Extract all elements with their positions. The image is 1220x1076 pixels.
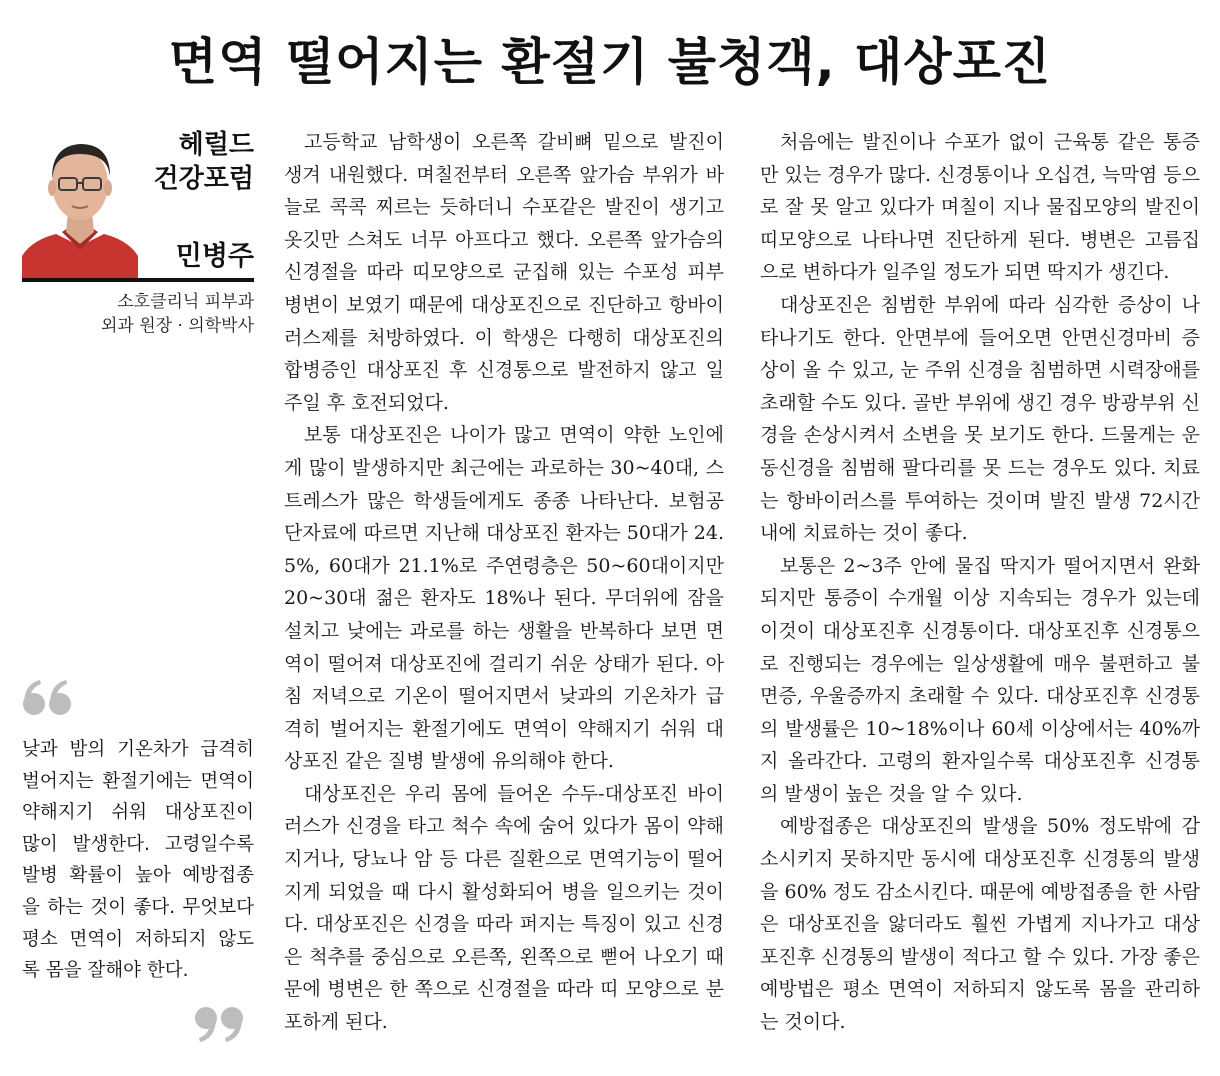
- headline: 면역 떨어지는 환절기 불청객, 대상포진: [168, 33, 1052, 91]
- author-affiliation: [22, 290, 254, 338]
- pullquote-text: 낮과 밤의 기온차가 급격히 벌어지는 환절기에는 면역이 약해지기 쉬워 대상포진이 많이 발생한다. 고령일수록 발병 확률이 높아 예방접종을 하는 것이 좋다. 무엇보다 평소 면역이 저하되지 않도록 몸을 잘해야 한다.: [22, 739, 254, 982]
- author-affiliation-line1: 소호클리닉 피부과: [117, 292, 254, 312]
- article-paragraph-5: 대상포진은 침범한 부위에 따라 심각한 증상이 나타나기도 한다. 안면부에 들어오면 안면신경마비 증상이 올 수 있고, 눈 주위 신경을 침범하면 시력장애를 초래할 수도 있다. 골반 부위에 생긴 경우 방광부위 신경을 손상시켜서 소변을 못 보기도 한다. 드물게는 운동신경을 침범해 팔다리를 못 드는 경우도 있다. 치료는 항바이러스를 투여하는 것이며 발진 발생 72시간 내에 치료하는 것이 좋다.: [760, 293, 1200, 545]
- article-paragraph-1: 고등학교 남학생이 오른쪽 갈비뼈 밑으로 발진이 생겨 내원했다. 며칠전부터 오른쪽 앞가슴 부위가 바늘로 콕콕 찌르는 듯하더니 수포같은 발진이 생기고 옷깃만 스쳐도 너무 아프다고 했다. 오른쪽 앞가슴의 신경절을 따라 띠모양으로 군집해 있는 수포성 피부병변이 보였기 때문에 대상포진으로 진단하고 항바이러스제를 처방하였다. 이 학생은 다행히 대상포진의 합병증인 대상포진 후 신경통으로 발전하지 않고 일주일 후 호전되었다.: [284, 131, 724, 414]
- author-name: 민병주: [175, 241, 254, 272]
- close-quote-icon: [192, 1004, 244, 1044]
- article-paragraph-6: 보통은 2~3주 안에 물집 딱지가 떨어지면서 완화되지만 통증이 수개월 이상 지속되는 경우가 있는데 이것이 대상포진후 신경통이다. 대상포진후 신경통으로 진행되는 경우에는 일상생활에 매우 불편하고 불면증, 우울증까지 초래할 수 있다. 대상포진후 신경통의 발생률은 10~18%이나 60세 이상에서는 40%까지 올라간다. 고령의 환자일수록 대상포진후 신경통의 발생이 높은 것을 알 수 있다.: [760, 554, 1200, 805]
- article-paragraph-2: 보통 대상포진은 나이가 많고 면역이 약한 노인에게 많이 발생하지만 최근에는 과로하는 30~40대, 스트레스가 많은 학생들에게도 종종 나타난다. 보험공단자료에 따르면 지난해 대상포진 환자는 50대가 24.5%, 60대가 21.1%로 주연령층은 50~60대이지만 20~30대 젊은 환자도 18%나 된다. 무더위에 잠을 설치고 낮에는 과로를 하는 생활을 반복하다 보면 면역이 떨어져 대상포진에 걸리기 쉬운 상태가 된다. 아침 저녁으로 기온이 떨어지면서 낮과의 기온차가 급격히 벌어지는 환절기에도 면역이 약해지기 쉬워 대상포진 같은 질병 발생에 유의해야 한다.: [284, 424, 724, 773]
- article-paragraph-4: 처음에는 발진이나 수포가 없이 근육통 같은 통증만 있는 경우가 많다. 신경통이나 오십견, 늑막염 등으로 잘 못 알고 있다가 며칠이 지나 물집모양의 발진이 띠모양으로 나타나면 진단하게 된다. 병변은 고름집으로 변하다가 일주일 정도가 되면 딱지가 생긴다.: [760, 131, 1200, 284]
- column-name-line2: 건강포럼: [153, 164, 254, 194]
- open-quote-icon: [22, 678, 74, 718]
- article-paragraph-3: 대상포진은 우리 몸에 들어온 수두-대상포진 바이러스가 신경을 타고 척수 속에 숨어 있다가 몸이 약해지거나, 당뇨나 암 등 다른 질환으로 면역기능이 떨어지게 되었을 때 다시 활성화되어 병을 일으키는 것이다. 대상포진은 신경을 따라 퍼지는 특징이 있고 신경은 척추를 중심으로 오른쪽, 왼쪽으로 뻗어 나오기 때문에 병변은 한 쪽으로 신경절을 따라 띠 모양으로 분포하게 된다.: [284, 782, 724, 1034]
- article-column-1: [284, 126, 724, 1039]
- author-affiliation-line2: 외과 원장 · 의학박사: [101, 316, 254, 336]
- author-header: [22, 128, 254, 282]
- author-sidebar: [22, 128, 254, 1058]
- article-column-2: [760, 126, 1200, 1039]
- pullquote: [22, 678, 254, 1048]
- author-photo: [22, 128, 138, 278]
- article-paragraph-7: 예방접종은 대상포진의 발생을 50% 정도밖에 감소시키지 못하지만 동시에 대상포진후 신경통의 발생을 60% 정도 감소시킨다. 때문에 예방접종을 한 사람은 대상포진을 앓더라도 훨씬 가볍게 지나가고 대상포진후 신경통의 발생이 적다고 할 수 있다. 가장 좋은 예방법은 평소 면역이 저하되지 않도록 몸을 관리하는 것이다.: [760, 815, 1200, 1034]
- column-name-line1: 헤럴드: [178, 130, 254, 160]
- column-name: [154, 128, 254, 196]
